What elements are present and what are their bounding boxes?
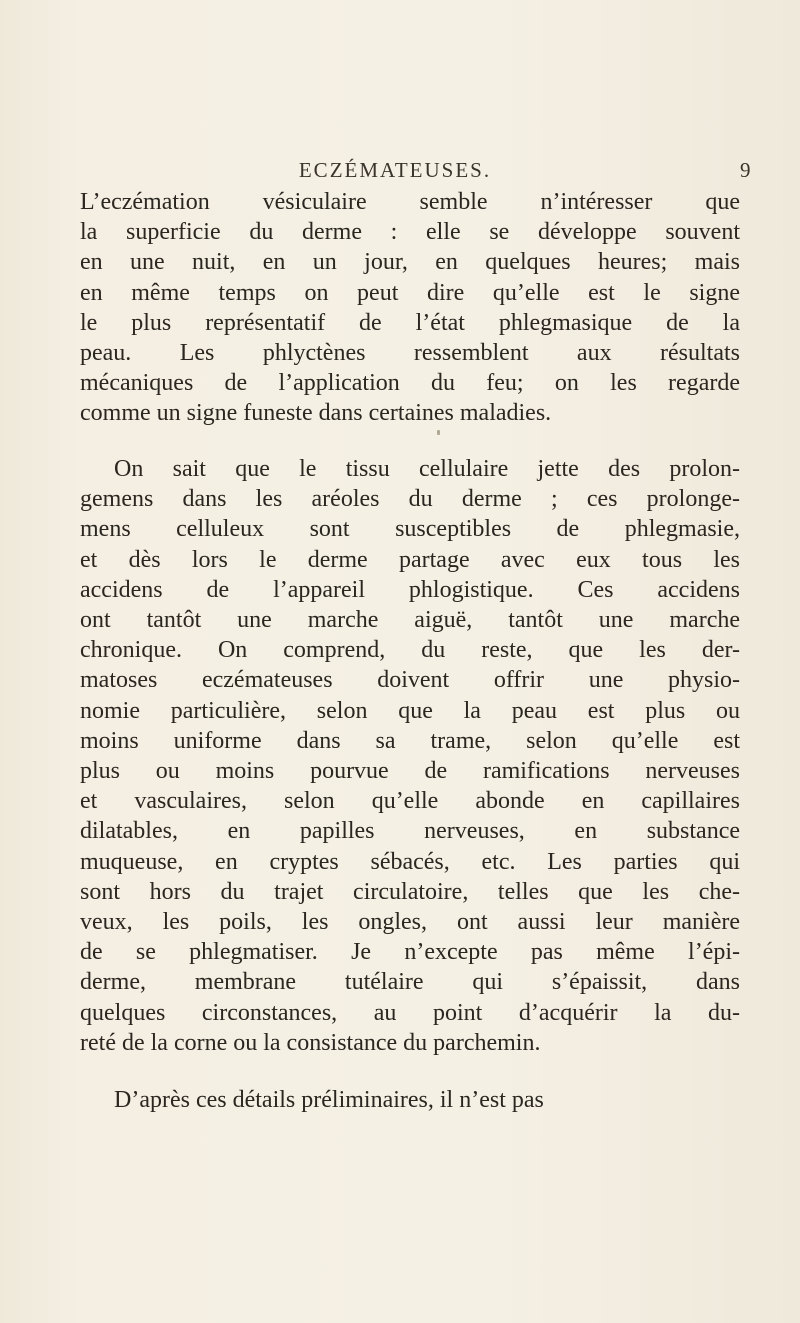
text-line: moins uniforme dans sa trame, selon qu’elle est bbox=[80, 727, 740, 754]
text-line: L’eczémation vésiculaire semble n’intéresser que bbox=[80, 189, 740, 215]
paragraph-1 bbox=[80, 187, 740, 429]
text-line: muqueuse, en cryptes sébacés, etc. Les parties qui bbox=[80, 848, 740, 875]
text-line: le plus représentatif de l’état phlegmasique de la bbox=[80, 309, 740, 336]
paragraph-3 bbox=[80, 1085, 740, 1115]
text-line: de se phlegmatiser. Je n’excepte pas même l’épi- bbox=[80, 939, 740, 966]
text-line: On sait que le tissu cellulaire jette des prolon- bbox=[114, 456, 740, 482]
text-line: veux, les poils, les ongles, ont aussi leur manière bbox=[80, 909, 740, 936]
text-line: la superficie du derme : elle se développe souvent bbox=[80, 219, 740, 246]
text-line: en une nuit, en un jour, en quelques heures; mais bbox=[80, 249, 740, 276]
text-line: mens celluleux sont susceptibles de phlegmasie, bbox=[80, 516, 740, 543]
text-line: accidens de l’appareil phlogistique. Ces accidens bbox=[80, 576, 740, 603]
text-line: quelques circonstances, au point d’acquérir la du- bbox=[80, 999, 740, 1026]
text-line: mécaniques de l’application du feu; on les regarde bbox=[80, 370, 740, 397]
text-line: nomie particulière, selon que la peau est plus ou bbox=[80, 697, 740, 724]
text-line: sont hors du trajet circulatoire, telles que les che- bbox=[80, 878, 740, 905]
running-head: ECZÉMATEUSES. bbox=[298, 158, 492, 182]
ink-speck bbox=[437, 430, 440, 435]
text-line: en même temps on peut dire qu’elle est le signe bbox=[80, 279, 740, 306]
text-line: ont tantôt une marche aiguë, tantôt une marche bbox=[80, 607, 740, 634]
text-line: matoses eczémateuses doivent offrir une physio- bbox=[80, 667, 740, 694]
text-line: reté de la corne ou la consistance du parchemin. bbox=[80, 1029, 541, 1056]
text-line: et dès lors le derme partage avec eux tous les bbox=[80, 546, 740, 573]
text-line: D’après ces détails préliminaires, il n’est pas bbox=[114, 1087, 544, 1113]
text-line: chronique. On comprend, du reste, que les der- bbox=[80, 637, 740, 664]
page-number: 9 bbox=[740, 158, 751, 182]
paragraph-2 bbox=[80, 454, 740, 1058]
text-line: dilatables, en papilles nerveuses, en substance bbox=[80, 818, 740, 845]
text-line: gemens dans les aréoles du derme ; ces prolonge- bbox=[80, 486, 740, 513]
text-line: plus ou moins pourvue de ramifications nerveuses bbox=[80, 758, 740, 785]
text-line: comme un signe funeste dans certaines maladies. bbox=[80, 400, 552, 427]
text-line: peau. Les phlyctènes ressemblent aux résultats bbox=[80, 340, 740, 367]
text-line: derme, membrane tutélaire qui s’épaissit, dans bbox=[80, 969, 740, 996]
text-line: et vasculaires, selon qu’elle abonde en capillaires bbox=[80, 788, 740, 815]
